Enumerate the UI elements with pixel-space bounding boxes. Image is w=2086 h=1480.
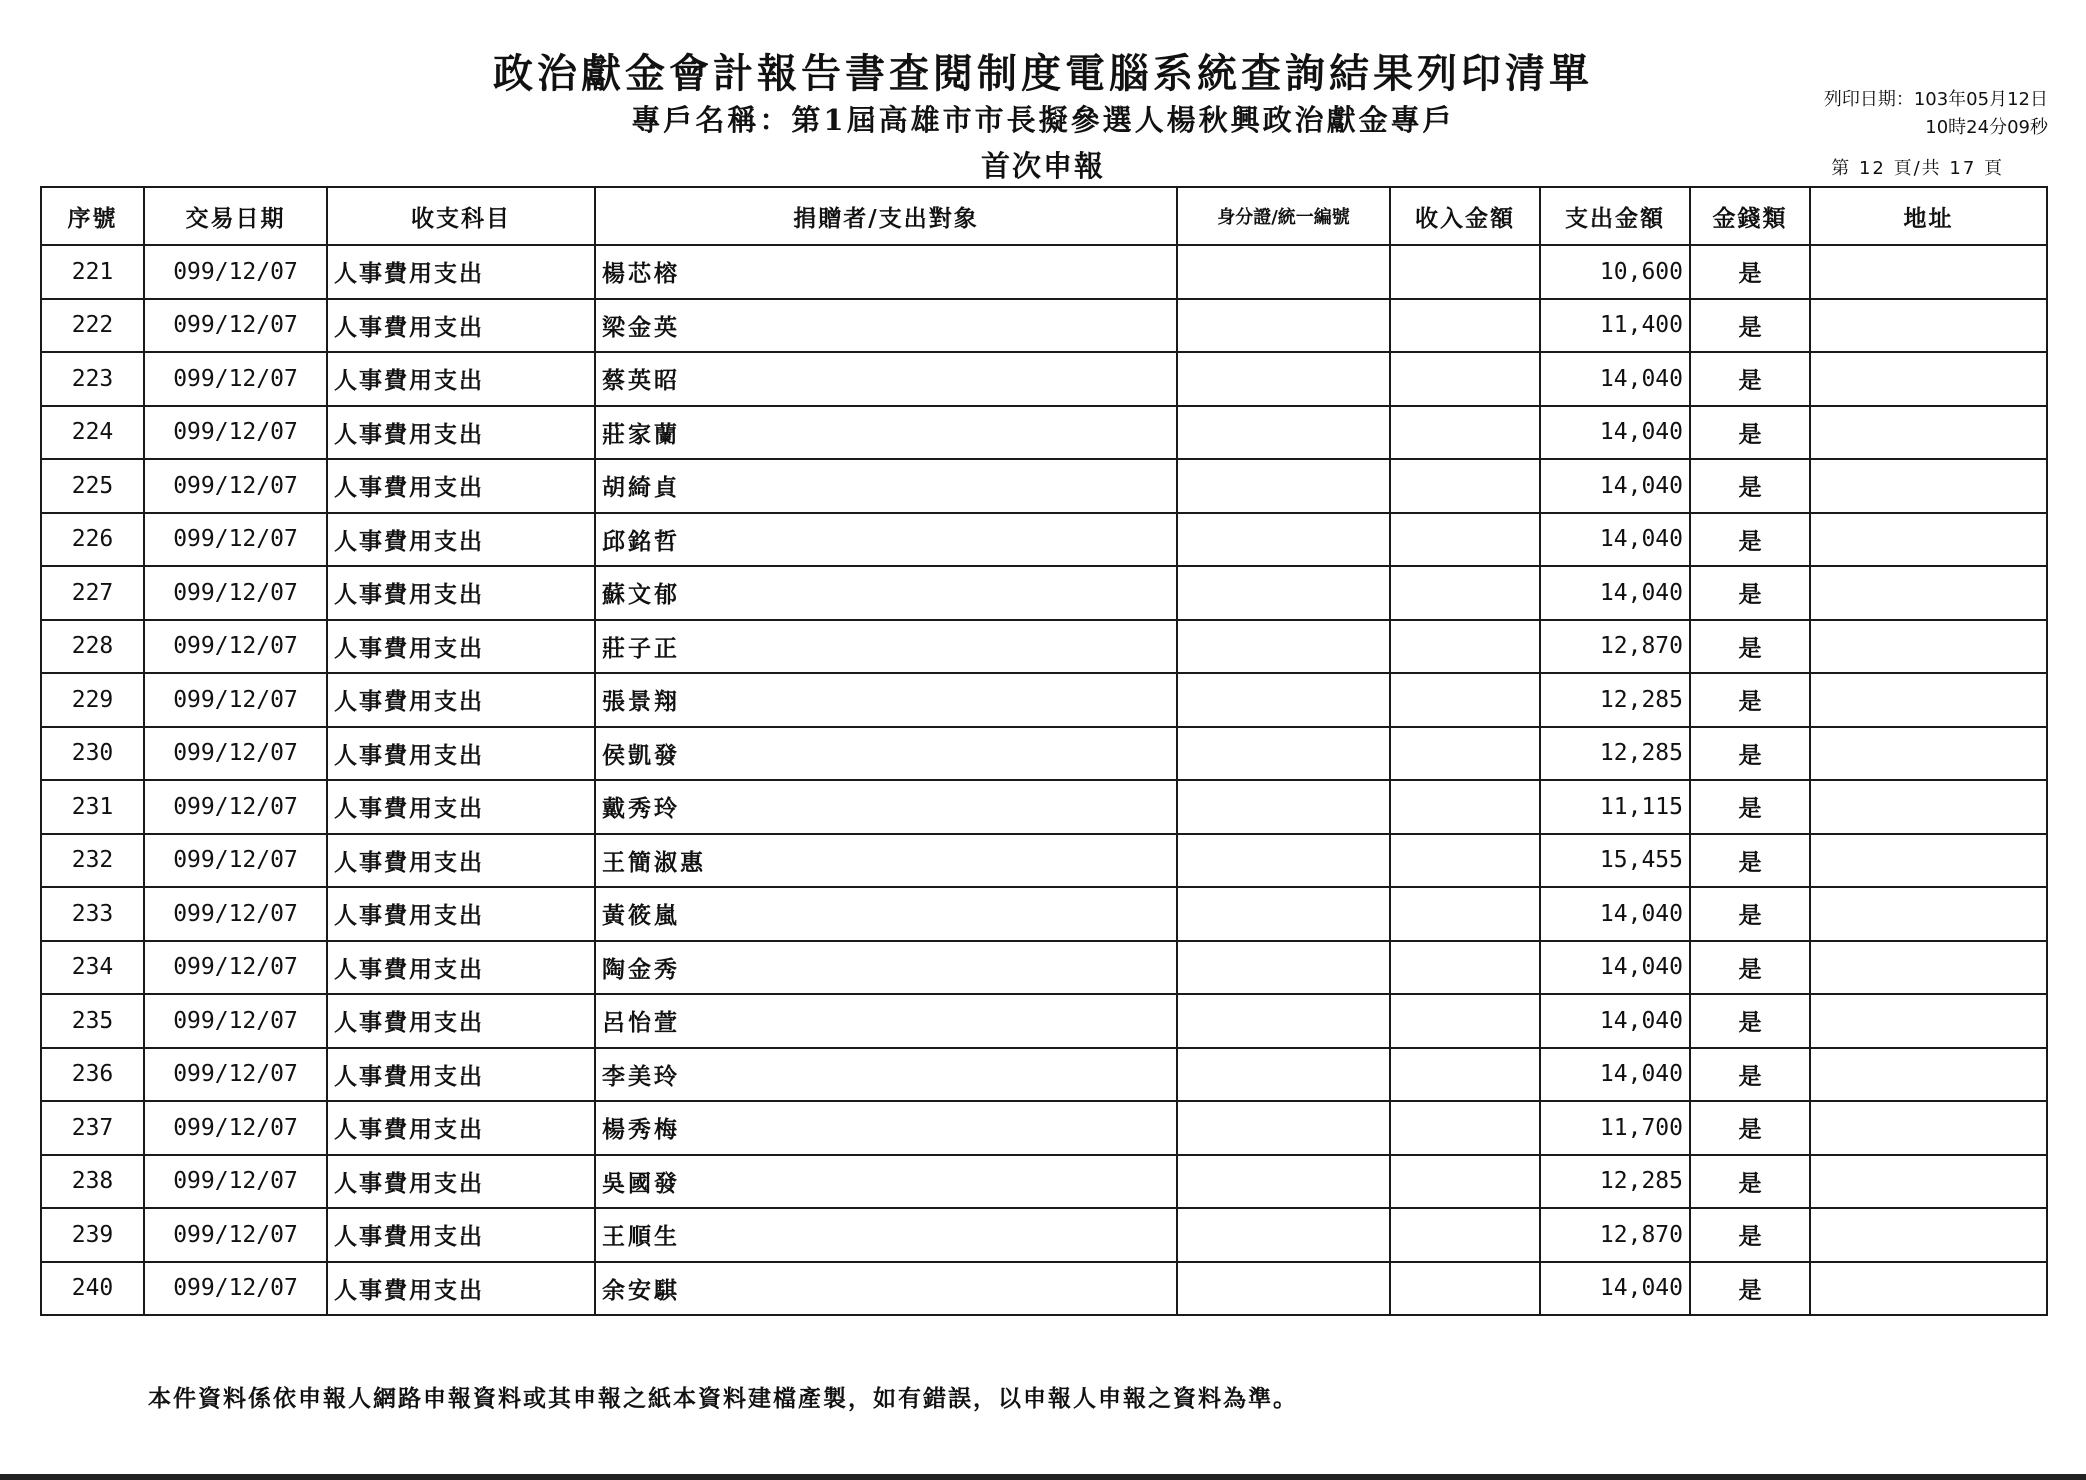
cell-cash: 是 (1690, 1262, 1810, 1316)
cell-date: 099/12/07 (144, 459, 327, 513)
cell-address (1810, 1155, 2047, 1209)
table-row (41, 673, 2047, 727)
table-row (41, 1048, 2047, 1102)
cell-date: 099/12/07 (144, 673, 327, 727)
cell-name: 呂怡萱 (595, 994, 1177, 1048)
cell-date: 099/12/07 (144, 887, 327, 941)
cell-no: 223 (41, 352, 144, 406)
cell-name: 王順生 (595, 1208, 1177, 1262)
cell-id (1177, 513, 1390, 567)
cell-no: 221 (41, 245, 144, 299)
cell-no: 231 (41, 780, 144, 834)
cell-income (1390, 673, 1540, 727)
page-info: 第 12 頁/共 17 頁 (1831, 158, 2004, 179)
cell-expense: 14,040 (1540, 352, 1690, 406)
cell-subject: 人事費用支出 (327, 352, 595, 406)
account-name: 專戶名稱：第1屆高雄市市長擬參選人楊秋興政治獻金專戶 (631, 103, 1455, 137)
cell-no: 222 (41, 299, 144, 353)
col-header-name: 捐贈者/支出對象 (595, 187, 1177, 245)
cell-cash: 是 (1690, 1101, 1810, 1155)
cell-cash: 是 (1690, 834, 1810, 888)
cell-date: 099/12/07 (144, 994, 327, 1048)
cell-income (1390, 245, 1540, 299)
cell-expense: 15,455 (1540, 834, 1690, 888)
cell-subject: 人事費用支出 (327, 727, 595, 781)
cell-id (1177, 1208, 1390, 1262)
cell-subject: 人事費用支出 (327, 1155, 595, 1209)
cell-id (1177, 1262, 1390, 1316)
cell-no: 229 (41, 673, 144, 727)
cell-income (1390, 780, 1540, 834)
cell-no: 228 (41, 620, 144, 674)
cell-cash: 是 (1690, 887, 1810, 941)
cell-subject: 人事費用支出 (327, 513, 595, 567)
cell-income (1390, 1155, 1540, 1209)
cell-cash: 是 (1690, 245, 1810, 299)
cell-subject: 人事費用支出 (327, 780, 595, 834)
cell-subject: 人事費用支出 (327, 566, 595, 620)
cell-expense: 14,040 (1540, 566, 1690, 620)
col-header-date: 交易日期 (144, 187, 327, 245)
cell-name: 李美玲 (595, 1048, 1177, 1102)
cell-subject: 人事費用支出 (327, 673, 595, 727)
cell-no: 234 (41, 941, 144, 995)
table-row (41, 620, 2047, 674)
cell-id (1177, 994, 1390, 1048)
cell-no: 236 (41, 1048, 144, 1102)
cell-income (1390, 1208, 1540, 1262)
table-row (41, 1101, 2047, 1155)
cell-expense: 12,285 (1540, 727, 1690, 781)
cell-date: 099/12/07 (144, 299, 327, 353)
cell-date: 099/12/07 (144, 1208, 327, 1262)
cell-name: 吳國發 (595, 1155, 1177, 1209)
cell-no: 224 (41, 406, 144, 460)
table-row (41, 1262, 2047, 1316)
cell-expense: 14,040 (1540, 994, 1690, 1048)
table-row (41, 406, 2047, 460)
cell-cash: 是 (1690, 459, 1810, 513)
cell-date: 099/12/07 (144, 1262, 327, 1316)
cell-address (1810, 459, 2047, 513)
col-header-subject: 收支科目 (327, 187, 595, 245)
cell-subject: 人事費用支出 (327, 1048, 595, 1102)
expense-table (40, 186, 2048, 1316)
bottom-border (0, 1474, 2086, 1480)
table-row (41, 941, 2047, 995)
cell-expense: 12,285 (1540, 673, 1690, 727)
cell-name: 蘇文郁 (595, 566, 1177, 620)
cell-cash: 是 (1690, 406, 1810, 460)
cell-id (1177, 780, 1390, 834)
cell-income (1390, 352, 1540, 406)
cell-date: 099/12/07 (144, 727, 327, 781)
table-row (41, 352, 2047, 406)
cell-expense: 14,040 (1540, 887, 1690, 941)
cell-name: 余安騏 (595, 1262, 1177, 1316)
cell-income (1390, 1262, 1540, 1316)
cell-income (1390, 566, 1540, 620)
cell-name: 莊家蘭 (595, 406, 1177, 460)
cell-address (1810, 566, 2047, 620)
cell-cash: 是 (1690, 1048, 1810, 1102)
cell-no: 238 (41, 1155, 144, 1209)
col-header-no: 序號 (41, 187, 144, 245)
print-date-line2: 10時24分09秒 (1925, 117, 2048, 138)
cell-address (1810, 941, 2047, 995)
cell-cash: 是 (1690, 994, 1810, 1048)
cell-address (1810, 887, 2047, 941)
cell-id (1177, 352, 1390, 406)
col-header-expense: 支出金額 (1540, 187, 1690, 245)
cell-name: 侯凱發 (595, 727, 1177, 781)
cell-cash: 是 (1690, 352, 1810, 406)
cell-income (1390, 299, 1540, 353)
cell-no: 233 (41, 887, 144, 941)
cell-income (1390, 513, 1540, 567)
cell-address (1810, 245, 2047, 299)
cell-no: 232 (41, 834, 144, 888)
cell-income (1390, 1048, 1540, 1102)
cell-name: 王簡淑惠 (595, 834, 1177, 888)
table-row (41, 1155, 2047, 1209)
cell-id (1177, 620, 1390, 674)
cell-date: 099/12/07 (144, 1101, 327, 1155)
cell-date: 099/12/07 (144, 245, 327, 299)
cell-income (1390, 887, 1540, 941)
cell-id (1177, 834, 1390, 888)
cell-id (1177, 459, 1390, 513)
cell-income (1390, 727, 1540, 781)
cell-date: 099/12/07 (144, 620, 327, 674)
cell-expense: 14,040 (1540, 406, 1690, 460)
cell-id (1177, 887, 1390, 941)
cell-subject: 人事費用支出 (327, 406, 595, 460)
cell-no: 227 (41, 566, 144, 620)
cell-subject: 人事費用支出 (327, 1208, 595, 1262)
cell-id (1177, 1048, 1390, 1102)
cell-address (1810, 352, 2047, 406)
cell-name: 楊芯榕 (595, 245, 1177, 299)
cell-income (1390, 406, 1540, 460)
cell-date: 099/12/07 (144, 406, 327, 460)
cell-subject: 人事費用支出 (327, 834, 595, 888)
cell-address (1810, 1208, 2047, 1262)
cell-subject: 人事費用支出 (327, 299, 595, 353)
cell-expense: 11,115 (1540, 780, 1690, 834)
cell-address (1810, 727, 2047, 781)
cell-no: 240 (41, 1262, 144, 1316)
cell-id (1177, 406, 1390, 460)
table-row (41, 299, 2047, 353)
cell-address (1810, 406, 2047, 460)
cell-no: 225 (41, 459, 144, 513)
table-body (41, 245, 2047, 1315)
cell-expense: 14,040 (1540, 513, 1690, 567)
cell-income (1390, 994, 1540, 1048)
cell-expense: 11,700 (1540, 1101, 1690, 1155)
cell-address (1810, 1048, 2047, 1102)
cell-cash: 是 (1690, 780, 1810, 834)
cell-name: 張景翔 (595, 673, 1177, 727)
print-date (1824, 86, 2048, 142)
table-row (41, 834, 2047, 888)
cell-cash: 是 (1690, 941, 1810, 995)
cell-id (1177, 941, 1390, 995)
table-row (41, 1208, 2047, 1262)
table-row (41, 245, 2047, 299)
cell-cash: 是 (1690, 566, 1810, 620)
cell-address (1810, 780, 2047, 834)
cell-no: 239 (41, 1208, 144, 1262)
cell-name: 邱銘哲 (595, 513, 1177, 567)
cell-name: 胡綺貞 (595, 459, 1177, 513)
cell-date: 099/12/07 (144, 780, 327, 834)
cell-date: 099/12/07 (144, 352, 327, 406)
cell-expense: 11,400 (1540, 299, 1690, 353)
cell-name: 黃筱嵐 (595, 887, 1177, 941)
col-header-id: 身分證/統一編號 (1177, 187, 1390, 245)
table-row (41, 459, 2047, 513)
cell-subject: 人事費用支出 (327, 941, 595, 995)
table-row (41, 887, 2047, 941)
cell-expense: 14,040 (1540, 459, 1690, 513)
cell-date: 099/12/07 (144, 834, 327, 888)
cell-expense: 14,040 (1540, 1262, 1690, 1316)
cell-income (1390, 941, 1540, 995)
cell-address (1810, 1262, 2047, 1316)
table-row (41, 780, 2047, 834)
cell-subject: 人事費用支出 (327, 245, 595, 299)
cell-address (1810, 994, 2047, 1048)
cell-address (1810, 834, 2047, 888)
cell-date: 099/12/07 (144, 941, 327, 995)
table-row (41, 994, 2047, 1048)
footer-note: 本件資料係依申報人網路申報資料或其申報之紙本資料建檔產製，如有錯誤，以申報人申報之資料為準。 (148, 1385, 1298, 1412)
cell-no: 226 (41, 513, 144, 567)
cell-name: 陶金秀 (595, 941, 1177, 995)
cell-subject: 人事費用支出 (327, 459, 595, 513)
cell-name: 戴秀玲 (595, 780, 1177, 834)
col-header-income: 收入金額 (1390, 187, 1540, 245)
cell-address (1810, 620, 2047, 674)
col-header-address: 地址 (1810, 187, 2047, 245)
cell-cash: 是 (1690, 727, 1810, 781)
cell-cash: 是 (1690, 1155, 1810, 1209)
cell-id (1177, 727, 1390, 781)
table-header-row (41, 187, 2047, 245)
cell-expense: 12,870 (1540, 620, 1690, 674)
cell-cash: 是 (1690, 620, 1810, 674)
cell-address (1810, 1101, 2047, 1155)
print-date-line1: 列印日期：103年05月12日 (1823, 89, 2048, 110)
cell-cash: 是 (1690, 1208, 1810, 1262)
cell-expense: 14,040 (1540, 1048, 1690, 1102)
cell-subject: 人事費用支出 (327, 887, 595, 941)
cell-address (1810, 513, 2047, 567)
cell-name: 梁金英 (595, 299, 1177, 353)
cell-no: 230 (41, 727, 144, 781)
cell-id (1177, 566, 1390, 620)
cell-subject: 人事費用支出 (327, 1101, 595, 1155)
cell-id (1177, 299, 1390, 353)
cell-name: 楊秀梅 (595, 1101, 1177, 1155)
cell-cash: 是 (1690, 513, 1810, 567)
cell-no: 237 (41, 1101, 144, 1155)
cell-subject: 人事費用支出 (327, 994, 595, 1048)
cell-income (1390, 459, 1540, 513)
cell-expense: 10,600 (1540, 245, 1690, 299)
table-row (41, 727, 2047, 781)
cell-name: 莊子正 (595, 620, 1177, 674)
cell-income (1390, 620, 1540, 674)
table-row (41, 566, 2047, 620)
cell-subject: 人事費用支出 (327, 1262, 595, 1316)
cell-name: 蔡英昭 (595, 352, 1177, 406)
document-title: 政治獻金會計報告書查閱制度電腦系統查詢結果列印清單 (493, 50, 1593, 97)
cell-subject: 人事費用支出 (327, 620, 595, 674)
cell-no: 235 (41, 994, 144, 1048)
cell-id (1177, 673, 1390, 727)
cell-date: 099/12/07 (144, 513, 327, 567)
cell-expense: 14,040 (1540, 941, 1690, 995)
table-row (41, 513, 2047, 567)
cell-date: 099/12/07 (144, 1048, 327, 1102)
cell-id (1177, 1155, 1390, 1209)
cell-id (1177, 245, 1390, 299)
col-header-cash: 金錢類 (1690, 187, 1810, 245)
cell-address (1810, 299, 2047, 353)
cell-address (1810, 673, 2047, 727)
cell-cash: 是 (1690, 299, 1810, 353)
cell-income (1390, 1101, 1540, 1155)
cell-id (1177, 1101, 1390, 1155)
cell-date: 099/12/07 (144, 1155, 327, 1209)
cell-income (1390, 834, 1540, 888)
cell-expense: 12,870 (1540, 1208, 1690, 1262)
report-type: 首次申報 (980, 149, 1105, 183)
cell-cash: 是 (1690, 673, 1810, 727)
cell-expense: 12,285 (1540, 1155, 1690, 1209)
cell-date: 099/12/07 (144, 566, 327, 620)
